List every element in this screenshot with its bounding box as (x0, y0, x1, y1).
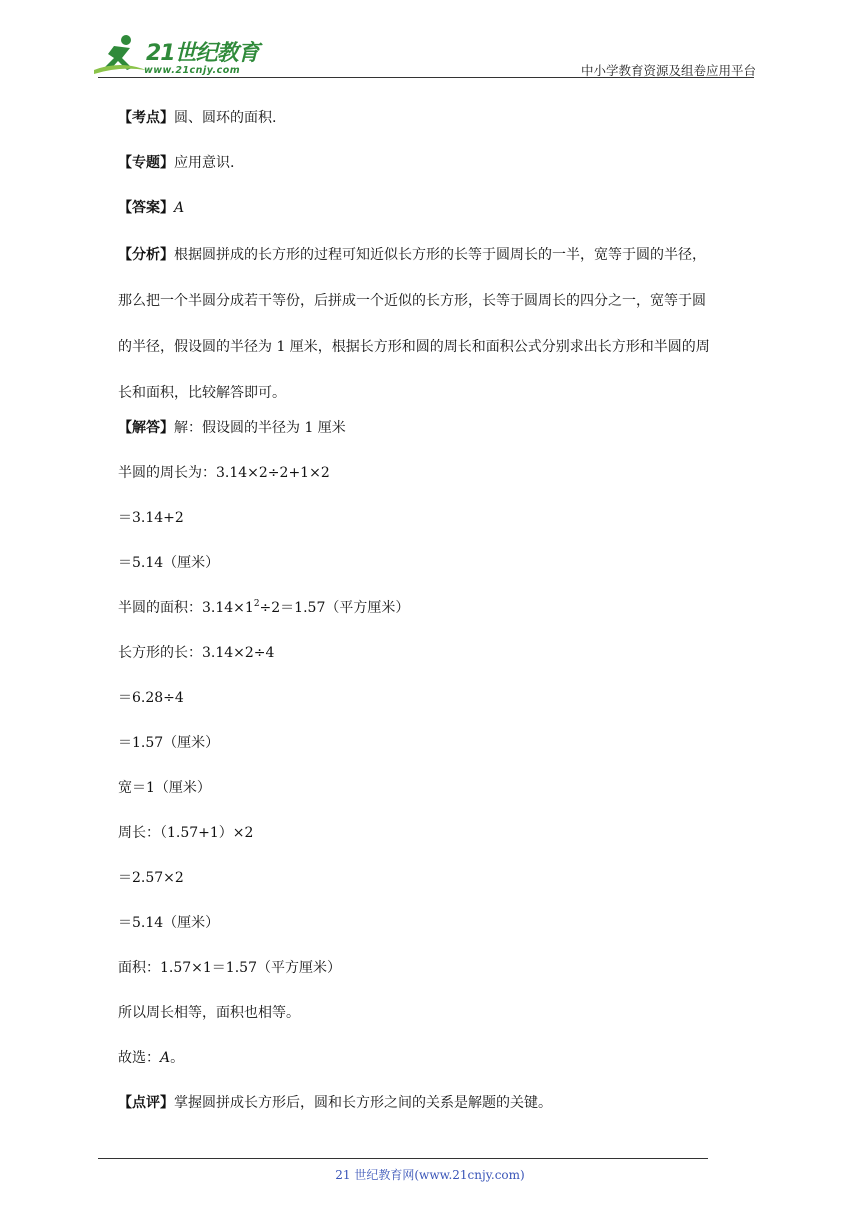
step-9: 周长：（1.57+1）×2 (118, 825, 254, 841)
step-14-b: A (160, 1050, 171, 1066)
step-14-c: 。 (170, 1050, 185, 1066)
daan-text: A (174, 200, 185, 216)
header-platform-text: 中小学教育资源及组卷应用平台 (580, 63, 756, 78)
fenxi-text-1: 根据圆拼成的长方形的过程可知近似长方形的长等于圆周长的一半，宽等于圆的半径， (174, 247, 706, 263)
step-11: ＝5.14（厘米） (118, 915, 220, 931)
jieda-tag: 【解答】 (118, 420, 174, 436)
page-header (0, 0, 860, 90)
step-13: 所以周长相等，面积也相等。 (118, 1005, 300, 1021)
step-10: ＝2.57×2 (118, 870, 184, 886)
zhuanti-line (118, 152, 778, 174)
step-2: ＝3.14+2 (118, 510, 184, 526)
fenxi-tag: 【分析】 (118, 247, 174, 263)
daan-line (118, 197, 778, 219)
header-divider (98, 77, 754, 78)
step-8: 宽＝1（厘米） (118, 780, 211, 796)
step-4-exponent: 2 (253, 599, 260, 609)
fenxi-paragraph (118, 232, 778, 416)
fenxi-line-4: 长和面积，比较解答即可。 (118, 385, 286, 401)
step-5: 长方形的长：3.14×2÷4 (118, 645, 275, 661)
footer-link[interactable]: 21 世纪教育网(www.21cnjy.com) (335, 1168, 525, 1182)
step-7: ＝1.57（厘米） (118, 735, 220, 751)
step-12: 面积：1.57×1＝1.57（平方厘米） (118, 960, 341, 976)
kaodian-line (118, 107, 778, 129)
jieda-text: 解：假设圆的半径为 1 厘米 (174, 420, 346, 436)
zhuanti-tag: 【专题】 (118, 155, 174, 171)
site-logo[interactable] (92, 34, 262, 80)
fenxi-line-2: 那么把一个半圆分成若干等份，后拼成一个近似的长方形，长等于圆周长的四分之一，宽等于圆 (118, 293, 706, 309)
kaodian-tag: 【考点】 (118, 110, 174, 126)
fenxi-line-1 (118, 232, 778, 278)
step-14-a: 故选： (118, 1050, 160, 1066)
zhuanti-text: 应用意识. (174, 155, 235, 171)
answer-content (118, 107, 778, 1114)
logo-text: 21世纪教育 (146, 41, 259, 66)
jieda-line (118, 417, 778, 439)
step-3: ＝5.14（厘米） (118, 555, 220, 571)
fenxi-line-3: 的半径，假设圆的半径为 1 厘米，根据长方形和圆的周长和面积公式分别求出长方形和半圆的周 (118, 339, 710, 355)
dianping-line (118, 1092, 778, 1114)
step-4 (118, 597, 778, 619)
step-14 (118, 1047, 778, 1069)
dianping-tag: 【点评】 (118, 1095, 174, 1111)
step-4-a: 半圆的面积：3.14×1 (118, 600, 254, 616)
daan-tag: 【答案】 (118, 200, 174, 216)
runner-logo-icon (92, 34, 148, 76)
logo-url: www.21cnjy.com (144, 65, 241, 76)
kaodian-text: 圆、圆环的面积. (174, 110, 277, 126)
step-6: ＝6.28÷4 (118, 690, 184, 706)
footer-divider (98, 1158, 708, 1159)
step-4-b: ÷2＝1.57（平方厘米） (259, 600, 410, 616)
dianping-text: 掌握圆拼成长方形后，圆和长方形之间的关系是解题的关键。 (174, 1095, 552, 1111)
step-1: 半圆的周长为：3.14×2÷2+1×2 (118, 465, 330, 481)
